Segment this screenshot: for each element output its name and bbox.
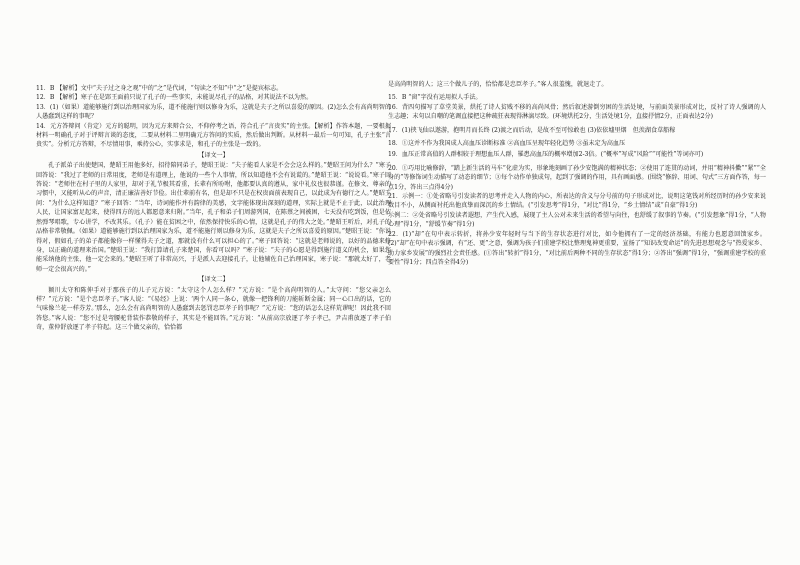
- right-column: [388, 80, 766, 267]
- answer-16: 16．背四句描写了草堂美景，烘托了诗人贫贱不移的高尚风骨；然后叙述游倒穷困的生活处境，与前面美景形成对比，反衬了诗人强调的人生志趣；末句以自嘲的笔调直接把这种疏狂表现得淋漓尽致。(环境烘托2分，生活处境1分，直接抒情2分，正面表达2分): [388, 103, 766, 121]
- answer-15: 15．B “窗”字没有运用拟人手法。: [388, 94, 482, 102]
- left-column: [36, 84, 391, 333]
- answer-18: 18．①这并不作为我国成人高血压诊断标准 ②高血压呈现年轻化趋势 ③虽未定为高血压: [388, 140, 626, 148]
- answer-14: 14．元方答辩问（肯定）元方的聪明，因为元方来辩合公，不仰停考之语，符合孔子“言贵实”的主张。【解析】作答本题，一要根据材料一明确孔子对于评辩言谈的态度，二要从材料二里明确元方答问的实质，然后做出判断。从材料一最后一句可知，孔子主张“言贵实”。分析元方答辩，不尽情用事，乘持公心，实事求是，和孔子的主张是一致的。: [36, 122, 391, 149]
- translation-two-text: 颍川太守和陈伸手对于那孩子的儿子元方说：“太守这个人怎么样？”元方说：“是个高尚明智的人。”太守问：“您父亲怎么样？”元方说：“是个忠臣孝子。”客人说：“《易经》上说：‘两个人同一条心，就像一把锋利的刀能斩断金属；同一心口出的话，它的气味像兰花一样芬芳。’那么，怎么会有高尚明智的人愚蠢到去惩罚忠臣孝子的事呢？”元方说：“您的话怎么这样荒谬呢！因此我不回答您。”客人说：“您不过是弯腰驼背装作恭敬的样子，其实是不能回答。”元方说：“从前高宗放逐了孝子孝己，尹吉甫放逐了孝子伯奇，董仲舒放逐了孝子符起。这三个做父亲的，恰恰都: [36, 286, 391, 332]
- translation-two-heading: 【译文二】: [198, 276, 229, 284]
- answer-17: 17．(1)挟飞仙以遨游，抱明月而长终 (2)渡之而后动，是故不至可惊敢也 (3)依依墟里烟 但羡湖食草船稼: [388, 126, 676, 134]
- answer-13: 13．(1)（如果）道能够施行到以治理国家为乐，道不能施行则以修身为乐，这就是夫子之所以喜爱的原因。(2)怎么会有高尚明智的人愚蠢到这样的事呢？: [36, 103, 391, 121]
- answer-21-example-two: 示例二：②处省略号引发读者遐想，产生代入感，展现了主人公对未来生活的希望与向往，也舒缓了叙事的节奏。(“引发想象”得1分，“人物心理”得1分，“舒缓节奏”得1分): [388, 211, 766, 229]
- answer-21: 21．示例一：①处省略号引发读者的思考并走入人物的内心，所表达的含义与分号前的句子形成对比，说明这笔钱对所经历时的孙少安来说数目不小，从侧面衬托出他真挚而深沉的乡土情结。(“引发思考”得1分，“对比”得1分，“乡土情结”或“自豪”得1分): [388, 193, 766, 210]
- translation-one-heading: 【译文一】: [198, 151, 229, 159]
- answer-19: 19．血压正常高值的人群相较于理想血压人群，罹患高血压的概率增加2-3倍。(“概率”写成“风险”“可能性”等词亦可): [388, 151, 704, 159]
- translation-one-text: 孔子派弟子出使楚国，楚昭王用他多好，招待陪同弟子，楚昭王说：“夫子能看人家是不会会这么样的。”楚昭王问为什么？”寒子回答说：“我过了老师的日常用度，老师是有道理上，他说的一些个人事情，所以知道他不会有说谎的。”楚昭王说：“说说看。”寒子回答说：“老师住在村子里的人家里，却对于礼节极其看重，长辈有所吩咐，他都要认真的遵从，家中礼仪也很恭谨。在修文、尊亲的习惯中，又能听从心的声音，清正廉洁善好节俭。出仕辈前有名，但是却不只是在权贵面前表现自己，以此成为有德行之人。”楚昭王问：“为什么这样知道？”寒子回答：“当年，诗词能作并有韵律的美感，文字能体现出深刻的道理，实际上就是不止于此，以此治理人民，让国家富足起来，使得四方的远人都愿意来归附。”当年，孔子和弟子们周游列国，在陈蔡之间被困，七天没有吃到饭，但是依然弹琴唱歌，专心讲学，不改其乐。（孔子）能在贫困之中，依然保持快乐的心情，这就是孔子的伟大之处。”楚昭王听后，对孔子的品格非常敬佩。（如果）道能够施行到以治理国家为乐，道不能施行则以修身为乐，这就是夫子之所以喜爱的原因。”楚昭王说：“你说得对，假如孔子的弟子都能像你一样懂得夫子之道，那就没有什么可以担心的了。”寒子回答说：“这就是老师说的，以好的品德来修身，以正确的道理来治国。”楚昭王说：“我打算请孔子来楚国，你看可以吗？”寒子说：“夫子的心愿是得到施行道义的机会，如果您能采纳他的主张，他一定会来的。”楚昭王听了非常高兴，于是派人去迎接孔子，让他辅佐自己治理国家，寒子说：“那就太好了，老师一定会很高兴的。”: [36, 162, 391, 273]
- answer-12: 12．B 【解析】寒子在是郢王面前只说了孔子的一些事实，未能说尽孔子的品格，对其说法不以为然。: [36, 94, 313, 102]
- translation-two-continued: 是高尚明智的人；这三个做儿子的，恰恰都是忠臣孝子。”客人很羞愧，就退走了。: [388, 81, 608, 88]
- answer-11: 11．B 【解析】文中“夫子过之身之观”中的“之”是代词，“句读之不知”中“之”是提宾标志。: [36, 85, 283, 92]
- answer-20: 20．①巧用比喻修辞，“踏上新生活的马车”化虚为实，形象地刻画了孙少安饱满的精神状态；②使用了连贯的动词，并用“精神抖擞”“紧”“全身的”等修饰词生动描写了动态的细节；③每个动作单独成句，起到了强调的作用，具有画面感。(围绕“修辞、用词、句式”三方面作答，每一点1分，答出三点得4分): [388, 164, 766, 191]
- answer-22: 22．(1)“却”在句中表示转折，将孙少安年轻时与当下的生存状态进行对比，如今他拥有了一定的经济基础，有能力也愿意回馈家乡。(2)“却”在句中表示强调，有“还、更”之意，强调为孩子们重建学校比整理鬼神更重要，宣扬了“知识改变命运”的先进思想观念与“热爱家乡、助力家乡发展”的强烈社会责任感。(①答出“转折”得1分，“对比前后两种不同的生存状态”得1分；②答出“强调”得1分，“强调重建学校的重要性”得1分；四点答全得4分): [388, 230, 766, 266]
